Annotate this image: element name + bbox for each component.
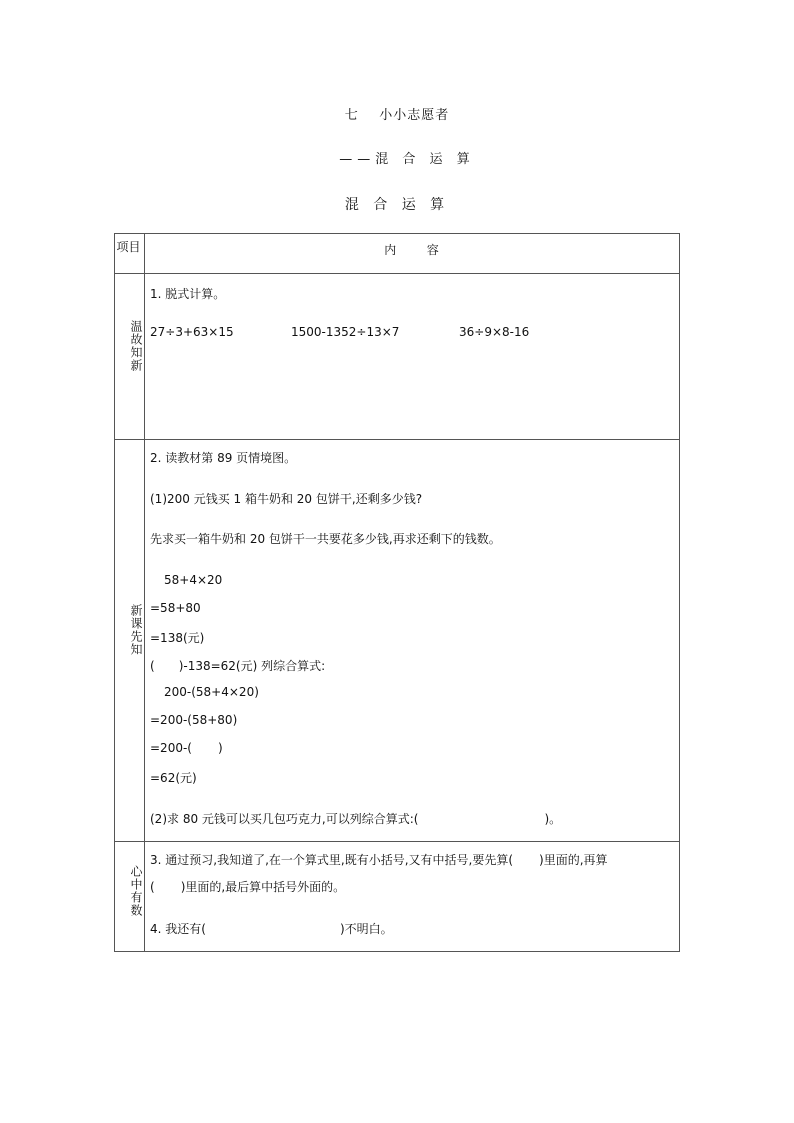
question-3-line-1 (150, 851, 608, 868)
blank-close-paren: ) (217, 741, 223, 755)
row-divider-2 (115, 841, 679, 842)
lesson-title: 混 合 运 算 (344, 197, 450, 213)
column-header-item: 项目 (116, 240, 141, 254)
subtitle: ——混 合 运 算 (339, 152, 475, 167)
header-row-divider (115, 273, 679, 274)
category-review: 温故知新 (129, 320, 143, 372)
combined-step-4: =62(元) (150, 771, 197, 785)
category-mindset: 心中有数 (129, 865, 143, 917)
question-3-line-2 (150, 878, 345, 895)
question-2-part-1: (1)200 元钱买 1 箱牛奶和 20 包饼干,还剩多少钱? (150, 492, 423, 506)
expression-1: 27÷3+63×15 (150, 325, 234, 339)
question-4-text: 4. 我还有( (150, 922, 206, 936)
question-2-part-2-text: (2)求 80 元钱可以买几包巧克力,可以列综合算式:( (150, 812, 419, 826)
step-2: =58+80 (150, 601, 201, 615)
question-3-open-paren: ( (150, 880, 155, 894)
question-2-part-2 (150, 810, 561, 827)
combined-step-3 (150, 741, 223, 755)
combined-step-3-text: =200-( (150, 741, 192, 755)
question-2-part-2-close: )。 (544, 812, 562, 826)
unit-number: 七 (344, 108, 359, 123)
step-4 (150, 657, 325, 674)
question-3-text-3: )里面的,最后算中括号外面的。 (180, 880, 346, 894)
step-3: =138(元) (150, 631, 205, 645)
row-divider-1 (115, 439, 679, 440)
question-4 (150, 920, 393, 937)
question-3-text-1: 3. 通过预习,我知道了,在一个算式里,既有小括号,又有中括号,要先算( (150, 853, 514, 867)
unit-name: 小小志愿者 (379, 108, 450, 123)
question-3-text-2: )里面的,再算 (539, 853, 608, 867)
expression-2: 1500-1352÷13×7 (291, 325, 400, 339)
column-header-content: 内 容 (384, 243, 439, 257)
step-1: 58+4×20 (164, 573, 223, 587)
question-1: 1. 脱式计算。 (150, 287, 226, 301)
combined-step-2: =200-(58+80) (150, 713, 238, 727)
unit-title (0, 104, 794, 123)
combined-step-1: 200-(58+4×20) (164, 685, 259, 699)
expression-3: 36÷9×8-16 (459, 325, 530, 339)
content-table (114, 233, 680, 952)
category-new-lesson: 新课先知 (129, 604, 143, 656)
blank-open-paren: ( (150, 659, 155, 673)
question-4-close: )不明白。 (339, 922, 393, 936)
column-divider (144, 234, 145, 951)
hint-text: 先求买一箱牛奶和 20 包饼干一共要花多少钱,再求还剩下的钱数。 (150, 532, 501, 546)
question-2: 2. 读教材第 89 页情境图。 (150, 451, 297, 465)
step-4-text: )-138=62(元) 列综合算式: (178, 659, 326, 673)
